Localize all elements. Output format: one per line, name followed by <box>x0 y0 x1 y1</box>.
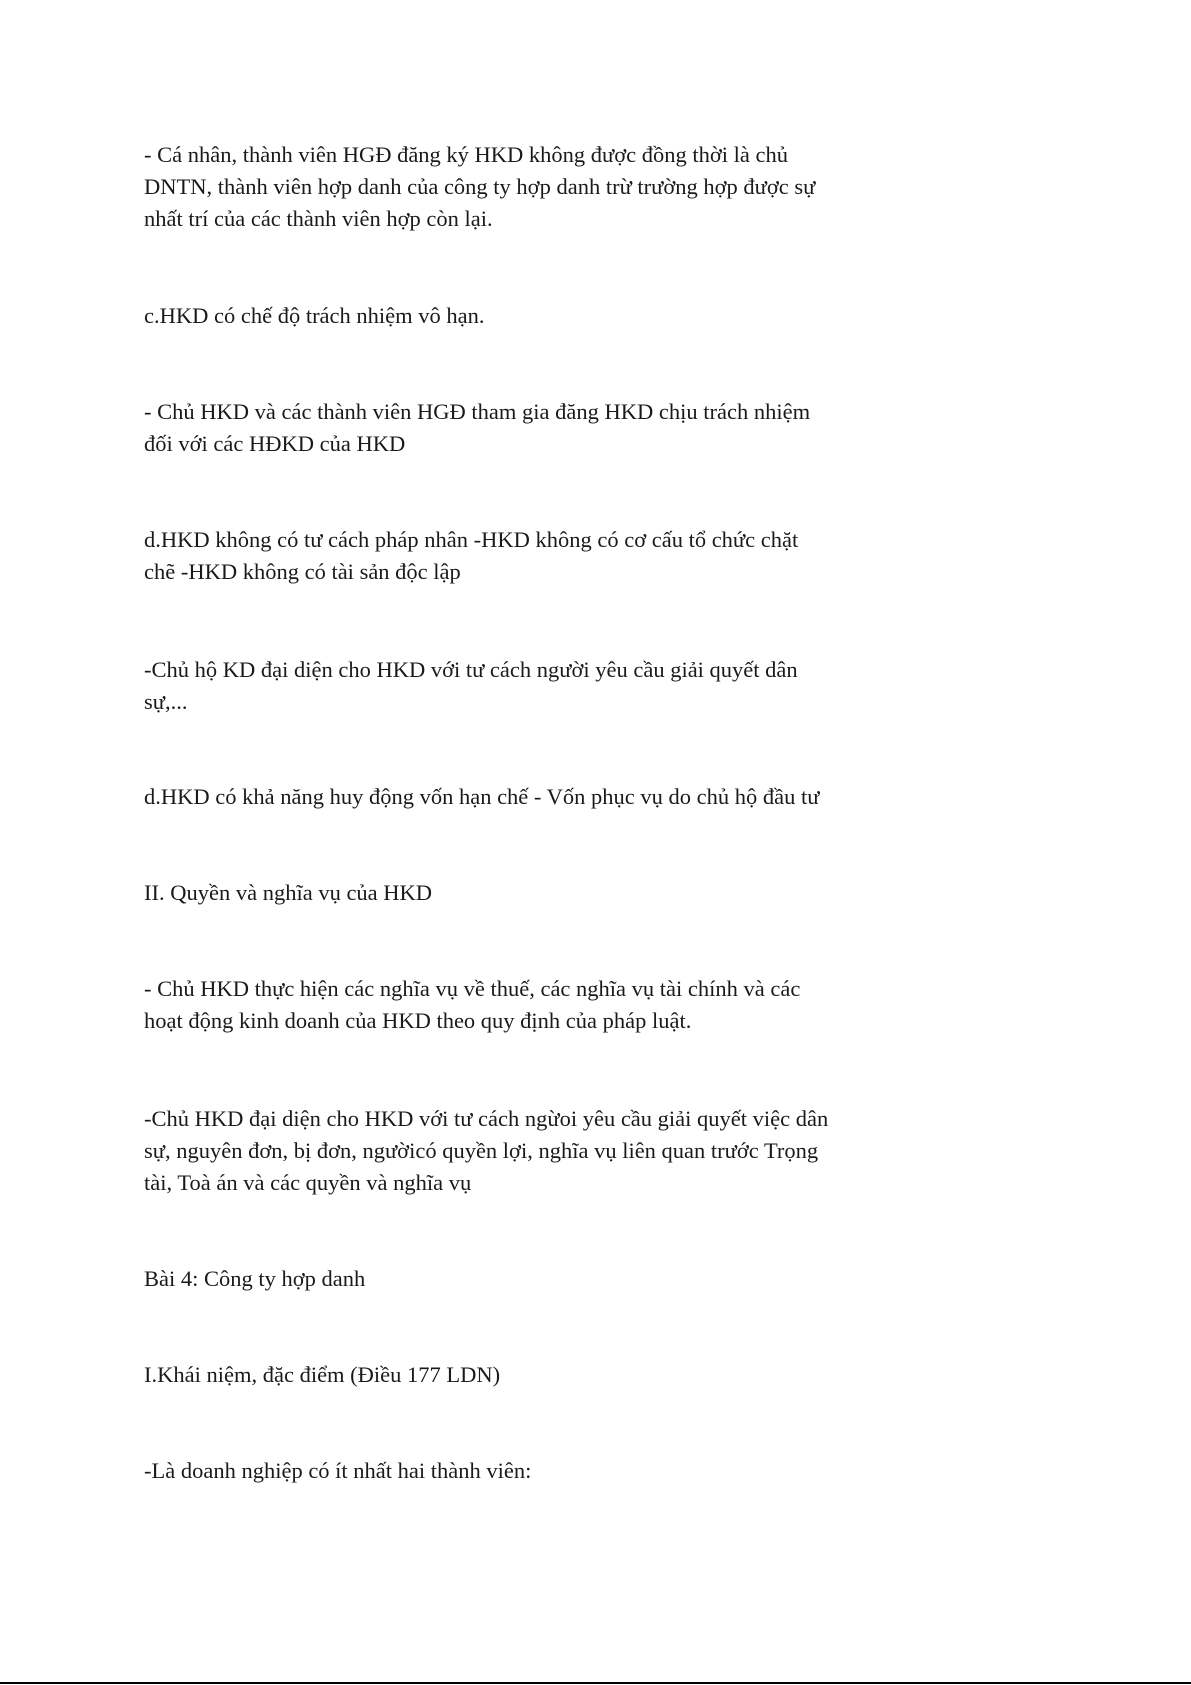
paragraph-unlimited-liability: c.HKD có chế độ trách nhiệm vô hạn. <box>144 303 485 328</box>
lesson-heading-partnership: Bài 4: Công ty hợp danh <box>144 1266 366 1291</box>
paragraph-no-legal-entity: d.HKD không có tư cách pháp nhân -HKD không có cơ cấu tổ chức chặt chẽ -HKD không có tài sản độc lập <box>144 527 799 584</box>
section-heading-concept: I.Khái niệm, đặc điểm (Điều 177 LDN) <box>144 1362 501 1387</box>
paragraph-limited-capital: d.HKD có khả năng huy động vốn hạn chế - Vốn phục vụ do chủ hộ đầu tư <box>144 784 820 809</box>
paragraph-minimum-members: -Là doanh nghiệp có ít nhất hai thành viên: <box>144 1458 532 1483</box>
paragraph-civil-representation: -Chủ HKD đại diện cho HKD với tư cách ngừoi yêu cầu giải quyết việc dân sự, nguyên đơn, bị đơn, ngườicó quyền lợi, nghĩa vụ liên quan trước Trọng tài, Toà án và các quyền và nghĩa vụ <box>144 1106 829 1195</box>
paragraph-owner-representative: -Chủ hộ KD đại diện cho HKD với tư cách người yêu cầu giải quyết dân sự,... <box>144 657 798 714</box>
paragraph-tax-obligations: - Chủ HKD thực hiện các nghĩa vụ về thuế, các nghĩa vụ tài chính và các hoạt động kinh doanh của HKD theo quy định của pháp luật. <box>144 976 801 1033</box>
section-heading-rights-obligations: II. Quyền và nghĩa vụ của HKD <box>144 880 433 905</box>
paragraph-hkd-member-restriction: - Cá nhân, thành viên HGĐ đăng ký HKD không được đồng thời là chủ DNTN, thành viên hợp danh của công ty hợp danh trừ trường hợp được sự nhất trí của các thành viên hợp còn lại. <box>144 142 816 231</box>
paragraph-owner-responsibility: - Chủ HKD và các thành viên HGĐ tham gia đăng HKD chịu trách nhiệm đối với các HĐKD của HKD <box>144 399 811 456</box>
page-bottom-edge <box>0 1682 1191 1684</box>
